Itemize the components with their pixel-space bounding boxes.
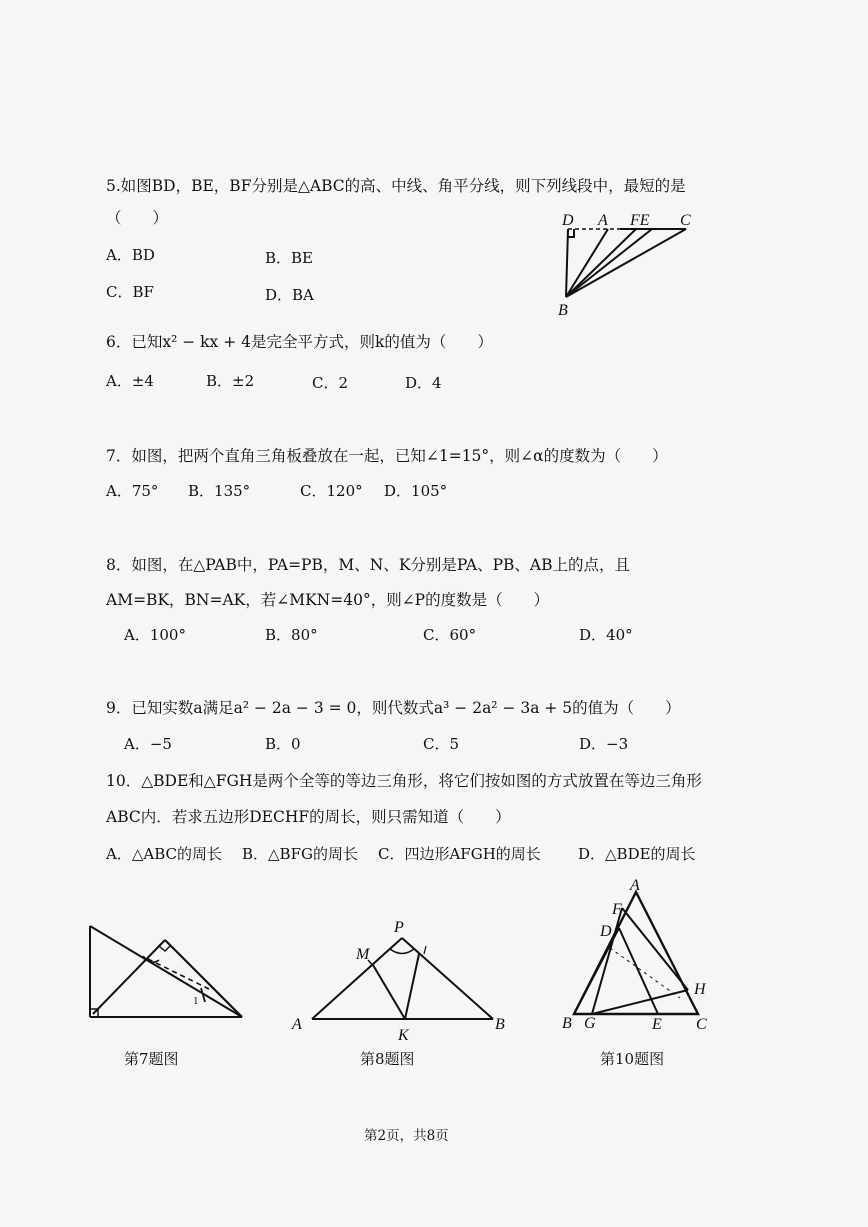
q7-option-d: D．105° [384, 482, 448, 500]
q8-option-c: C．60° [423, 626, 477, 644]
page-number: 第2页，共8页 [364, 1128, 449, 1144]
fig8-diagram [290, 912, 520, 1047]
q5-option-a: A．BD [106, 246, 155, 264]
fig7-label-1: 1 [193, 995, 199, 1007]
q5-label-d: D [562, 212, 574, 229]
fig10-label-f: F [612, 901, 622, 918]
q6-stem: 6．已知x² − kx + 4是完全平方式，则k的值为（ ） [106, 333, 493, 351]
q5-label-a: A [598, 212, 608, 229]
q6-option-c: C．2 [312, 374, 349, 392]
q10-option-b: B．△BFG的周长 [242, 845, 358, 863]
q10-option-a: A．△ABC的周长 [106, 845, 222, 863]
fig7-caption: 第7题图 [124, 1050, 179, 1068]
fig10-label-a: A [630, 877, 640, 894]
q5-figure [550, 205, 710, 320]
fig10-label-h: H [694, 981, 706, 998]
fig10-label-d: D [600, 923, 612, 940]
fig10-label-e: E [652, 1016, 662, 1033]
fig8-label-m: M [356, 946, 370, 963]
q8-option-d: D．40° [579, 626, 633, 644]
q5-option-b: B．BE [265, 249, 313, 267]
q8-option-a: A．100° [124, 626, 186, 644]
q6-option-a: A．±4 [106, 372, 154, 390]
fig10-label-g: G [584, 1015, 596, 1032]
q9-option-b: B．0 [265, 735, 301, 753]
q6-option-b: B．±2 [206, 372, 255, 390]
q5-stem: 5.如图BD，BE，BF分别是△ABC的高、中线、角平分线，则下列线段中，最短的是 [106, 177, 686, 195]
fig10-label-b: B [562, 1015, 572, 1032]
q5-option-c: C．BF [106, 283, 154, 301]
q9-option-c: C．5 [423, 735, 460, 753]
fig8-label-a: A [292, 1016, 302, 1033]
q5-blank: （ ） [106, 209, 169, 227]
q9-option-d: D．−3 [579, 735, 629, 753]
q5-label-fe: FE [630, 212, 650, 229]
q5-label-b: B [558, 302, 568, 319]
q9-option-a: A．−5 [124, 735, 172, 753]
q10-stem-line2: ABC内．若求五边形DECHF的周长，则只需知道（ ） [106, 808, 511, 826]
q7-option-a: A．75° [106, 482, 159, 500]
q7-stem: 7．如图，把两个直角三角板叠放在一起，已知∠1=15°，则∠α的度数为（ ） [106, 447, 668, 465]
q5-label-c: C [680, 212, 691, 229]
q8-option-b: B．80° [265, 626, 318, 644]
fig8-caption: 第8题图 [360, 1050, 415, 1068]
q5-option-d: D．BA [265, 286, 314, 304]
fig7-diagram [85, 920, 250, 1025]
fig8-label-p: P [394, 919, 404, 936]
fig10-label-c: C [696, 1016, 707, 1033]
fig10-caption: 第10题图 [600, 1050, 665, 1068]
q9-stem: 9．已知实数a满足a² − 2a − 3 = 0，则代数式a³ − 2a² − 3a + 5的值为（ ） [106, 699, 681, 717]
q10-stem-line1: 10．△BDE和△FGH是两个全等的等边三角形，将它们按如图的方式放置在等边三角形 [106, 772, 702, 790]
q6-option-d: D．4 [405, 374, 442, 392]
q8-stem-line2: AM=BK，BN=AK，若∠MKN=40°，则∠P的度数是（ ） [106, 591, 550, 609]
q7-option-b: B．135° [188, 482, 251, 500]
fig8-label-b: B [495, 1016, 505, 1033]
q8-stem-line1: 8．如图，在△PAB中，PA=PB，M、N、K分别是PA、PB、AB上的点，且 [106, 556, 630, 574]
q10-option-c: C．四边形AFGH的周长 [378, 845, 541, 863]
fig8-label-k: K [398, 1027, 409, 1044]
q10-option-d: D．△BDE的周长 [578, 845, 696, 863]
q7-option-c: C．120° [300, 482, 363, 500]
fig10-diagram [560, 878, 720, 1038]
